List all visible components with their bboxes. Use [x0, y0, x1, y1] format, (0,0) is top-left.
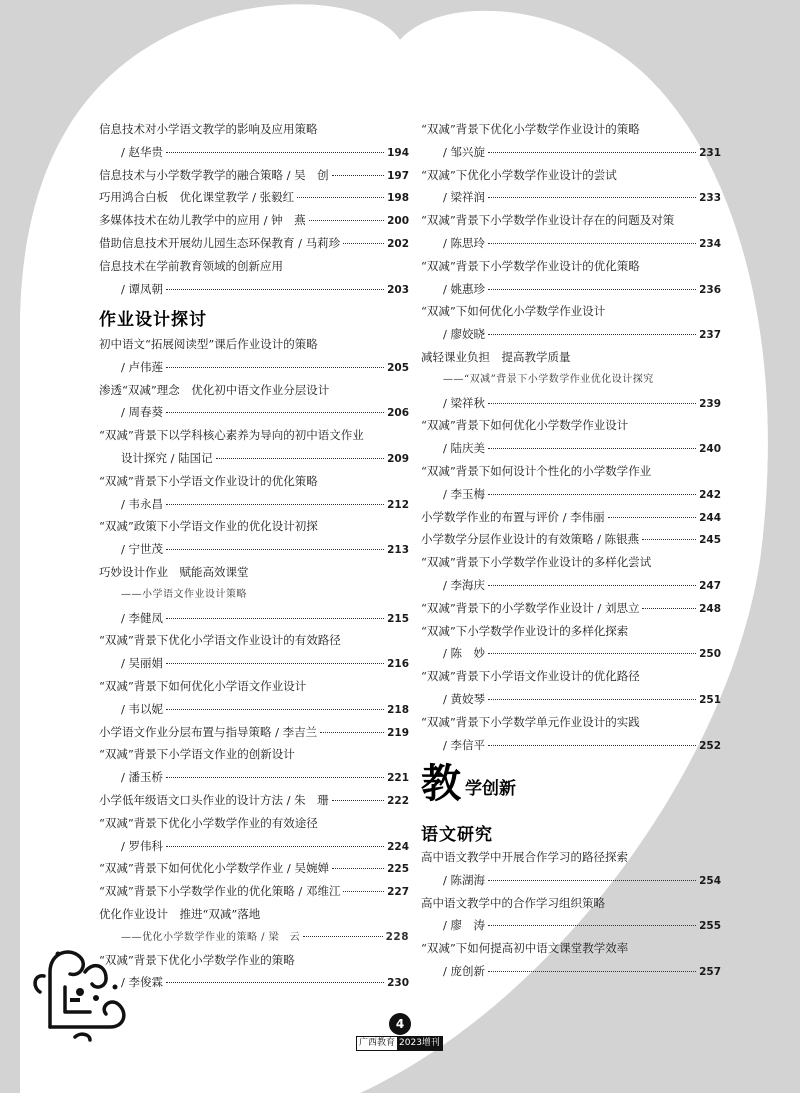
- dot-leader: [303, 936, 382, 937]
- entry-author: / 姚惠珍: [443, 281, 486, 296]
- dot-leader: [488, 334, 696, 335]
- entry-title: 巧用鸿合白板 优化课堂教学 / 张毅红: [99, 190, 295, 205]
- entry-title: “双减”背景下以学科核心素养为导向的初中语文作业: [99, 428, 364, 443]
- dot-leader: [166, 709, 384, 710]
- entry-author: / 陈湖海: [443, 872, 486, 887]
- entry-title: “双减”背景下优化小学语文作业设计的有效路径: [99, 633, 341, 648]
- entry-author: / 谭凤朝: [121, 281, 164, 296]
- dot-leader: [166, 618, 384, 619]
- dot-leader: [488, 880, 696, 881]
- entry-author: / 李俊霖: [121, 975, 164, 990]
- entry-page-number: 251: [699, 694, 721, 706]
- entry-author: / 卢伟莲: [121, 359, 164, 374]
- entry-page-number: 228: [385, 930, 409, 943]
- entry-title: 小学低年级语文口头作业的设计方法 / 朱 珊: [99, 793, 329, 807]
- dot-leader: [166, 846, 384, 847]
- entry-title: 小学数学分层作业设计的有效策略 / 陈银燕: [421, 532, 640, 547]
- entry-title: “双减”下优化小学数学作业设计的尝试: [421, 167, 617, 182]
- entry-title: 初中语文“拓展阅读型”课后作业设计的策略: [99, 337, 318, 351]
- dot-leader: [320, 732, 384, 733]
- journal-label: [356, 1036, 443, 1051]
- entry-page-number: 212: [387, 498, 409, 511]
- entry-title: “双减”背景下小学数学作业的优化策略 / 邓维江: [99, 884, 341, 899]
- entry-subtitle: ——小学语文作业设计策略: [121, 588, 247, 600]
- entry-title: 信息技术对小学语文教学的影响及应用策略: [99, 122, 318, 136]
- dot-leader: [332, 868, 384, 869]
- entry-author: / 陈 妙: [443, 646, 486, 661]
- entry-title: 小学语文作业分层布置与指导策略 / 李吉兰: [99, 724, 318, 739]
- dot-leader: [488, 403, 696, 404]
- section-heading-chinese-research: 语文研究: [421, 825, 493, 845]
- entry-page-number: 254: [699, 874, 721, 887]
- entry-page-number: 250: [699, 648, 721, 661]
- entry-title: “双减”背景下小学语文作业的创新设计: [99, 747, 295, 762]
- corner-ornament-icon: [30, 932, 130, 1042]
- dot-leader: [488, 494, 696, 495]
- entry-page-number: 218: [387, 703, 409, 716]
- entry-page-number: 197: [387, 169, 409, 182]
- entry-subtitle: ——优化小学数学作业的策略 / 梁 云: [121, 931, 301, 943]
- entry-title: “双减”背景下小学数学作业设计的优化策略: [421, 258, 640, 273]
- entry-title: 巧妙设计作业 赋能高效课堂: [99, 565, 249, 579]
- dot-leader: [343, 891, 384, 892]
- entry-page-number: 216: [387, 658, 409, 671]
- entry-author: / 李海庆: [443, 578, 486, 592]
- dot-leader: [343, 243, 384, 244]
- section-banner-teaching-innovation: [421, 760, 516, 806]
- entry-title: 小学数学作业的布置与评价 / 李伟丽: [421, 509, 605, 524]
- dot-leader: [166, 777, 384, 778]
- entry-title: “双减”背景下的小学数学作业设计 / 刘思立: [421, 600, 640, 615]
- entry-title: “双减”背景下小学数学作业设计的多样化尝试: [421, 555, 652, 570]
- entry-page-number: 233: [699, 192, 721, 205]
- entry-author: / 赵华贵: [121, 144, 164, 159]
- entry-page-number: 239: [699, 397, 721, 410]
- dot-leader: [642, 539, 696, 540]
- entry-page-number: 230: [387, 977, 409, 990]
- entry-author: / 邹兴旋: [443, 144, 486, 159]
- entry-title: “双减”背景下小学数学单元作业设计的实践: [421, 714, 640, 729]
- entry-author: / 韦以妮: [121, 701, 164, 716]
- dot-leader: [297, 197, 384, 198]
- entry-title: “双减”背景下优化小学数学作业的有效途径: [99, 815, 318, 830]
- entry-author: / 陆庆美: [443, 441, 486, 456]
- entry-title: “双减”政策下小学语文作业的优化设计初探: [99, 519, 318, 534]
- entry-page-number: 213: [387, 544, 409, 557]
- entry-title: 多媒体技术在幼儿教学中的应用 / 钟 燕: [99, 213, 306, 228]
- dot-leader: [309, 220, 384, 221]
- entry-page-number: 200: [387, 215, 409, 228]
- journal-name: 广西教育: [359, 1038, 396, 1048]
- entry-title: 减轻课业负担 提高教学质量: [421, 350, 571, 364]
- entry-page-number: 219: [387, 726, 409, 739]
- entry-title: “双减”下如何优化小学数学作业设计: [421, 304, 606, 319]
- entry-title: 信息技术与小学数学教学的融合策略 / 吴 创: [99, 167, 329, 182]
- dot-leader: [332, 175, 384, 176]
- entry-page-number: 209: [387, 453, 409, 465]
- dot-leader: [488, 448, 696, 449]
- dot-leader: [166, 289, 384, 290]
- entry-author: 设计探究 / 陆国记: [121, 451, 213, 465]
- entry-page-number: 244: [699, 511, 721, 524]
- entry-author: / 廖姣晓: [443, 327, 486, 342]
- entry-page-number: 231: [699, 146, 721, 159]
- entry-author: / 梁祥秋: [443, 395, 486, 410]
- entry-author: / 陈思玲: [443, 236, 486, 250]
- entry-author: / 黄姣琴: [443, 692, 486, 706]
- journal-issue: 2023增刊: [399, 1038, 440, 1048]
- entry-page-number: 194: [387, 146, 409, 159]
- dot-leader: [166, 663, 384, 664]
- entry-author: / 廖 涛: [443, 918, 486, 933]
- dot-leader: [488, 925, 696, 926]
- entry-title: “双减”背景下小学数学作业设计存在的问题及对策: [421, 213, 675, 228]
- entry-title: “双减”背景下优化小学数学作业的策略: [99, 952, 295, 967]
- entry-title: 借助信息技术开展幼儿园生态环保教育 / 马莉珍: [99, 236, 341, 250]
- entry-author: / 李信平: [443, 737, 486, 752]
- entry-author: / 潘玉桥: [121, 770, 164, 785]
- entry-title: 高中语文教学中的合作学习组织策略: [421, 895, 605, 910]
- entry-page-number: 225: [387, 863, 409, 876]
- entry-author: / 梁祥润: [443, 190, 486, 205]
- entry-title: “双减”背景下小学语文作业设计的优化路径: [421, 669, 640, 684]
- entry-title: 信息技术在学前教育领域的创新应用: [99, 258, 283, 273]
- dot-leader: [166, 412, 384, 413]
- entry-page-number: 206: [387, 407, 409, 420]
- entry-title: “双减”背景下如何设计个性化的小学数学作业: [421, 464, 652, 478]
- dot-leader: [332, 800, 384, 801]
- entry-page-number: 242: [699, 488, 721, 501]
- entry-title: 渗透“双减”理念 优化初中语文作业分层设计: [99, 382, 330, 397]
- banner-rest-text: 学创新: [465, 779, 516, 799]
- entry-page-number: 227: [387, 886, 409, 899]
- entry-page-number: 240: [699, 443, 721, 456]
- dot-leader: [488, 653, 696, 654]
- dot-leader: [488, 745, 696, 746]
- entry-page-number: 245: [699, 534, 721, 547]
- dot-leader: [166, 982, 384, 983]
- entry-author: / 宁世茂: [121, 542, 164, 557]
- entry-page-number: 247: [699, 580, 721, 592]
- entry-page-number: 215: [387, 612, 409, 625]
- entry-page-number: 252: [699, 739, 721, 752]
- entry-title: “双减”背景下优化小学数学作业设计的策略: [421, 122, 640, 136]
- dot-leader: [488, 243, 696, 244]
- dot-leader: [488, 971, 696, 972]
- entry-title: “双减”下小学数学作业设计的多样化探索: [421, 623, 629, 638]
- dot-leader: [488, 289, 696, 290]
- dot-leader: [166, 152, 384, 153]
- dot-leader: [166, 504, 384, 505]
- dot-leader: [488, 699, 696, 700]
- dot-leader: [488, 152, 696, 153]
- entry-subtitle: ——“双减”背景下小学数学作业优化设计探究: [443, 373, 654, 385]
- entry-page-number: 234: [699, 238, 721, 250]
- dot-leader: [608, 517, 696, 518]
- entry-title: “双减”背景下如何优化小学语文作业设计: [99, 679, 307, 693]
- dot-leader: [488, 585, 696, 586]
- entry-author: / 庞创新: [443, 964, 486, 978]
- entry-title: 优化作业设计 推进“双减”落地: [99, 907, 261, 921]
- dot-leader: [216, 458, 384, 459]
- entry-page-number: 205: [387, 361, 409, 374]
- entry-page-number: 237: [699, 329, 721, 342]
- entry-page-number: 203: [387, 283, 409, 296]
- entry-page-number: 198: [387, 192, 409, 205]
- entry-author: / 韦永昌: [121, 496, 164, 511]
- page-number-badge: 4: [389, 1013, 411, 1035]
- entry-page-number: 222: [387, 795, 409, 807]
- entry-page-number: 224: [387, 840, 409, 853]
- entry-author: / 周春葵: [121, 405, 164, 420]
- entry-page-number: 255: [699, 920, 721, 933]
- banner-first-char: 教: [421, 761, 461, 807]
- entry-title: “双减”背景下如何优化小学数学作业设计: [421, 418, 629, 433]
- entry-title: “双减”下如何提高初中语文课堂教学效率: [421, 941, 629, 956]
- entry-title: “双减”背景下如何优化小学数学作业 / 吴婉婵: [99, 861, 329, 876]
- entry-author: / 罗伟科: [121, 838, 164, 853]
- dot-leader: [166, 549, 384, 550]
- dot-leader: [488, 197, 696, 198]
- entry-author: / 李健凤: [121, 610, 164, 625]
- entry-page-number: 257: [699, 966, 721, 978]
- entry-title: 高中语文教学中开展合作学习的路径探索: [421, 850, 628, 864]
- entry-page-number: 202: [387, 238, 409, 250]
- entry-title: “双减”背景下小学语文作业设计的优化策略: [99, 473, 318, 488]
- entry-page-number: 236: [699, 283, 721, 296]
- entry-author: / 吴丽娟: [121, 656, 164, 671]
- section-heading-homework-design: 作业设计探讨: [99, 310, 207, 330]
- dot-leader: [642, 608, 696, 609]
- dot-leader: [166, 367, 384, 368]
- entry-author: / 李玉梅: [443, 486, 486, 501]
- entry-page-number: 248: [699, 602, 721, 615]
- entry-page-number: 221: [387, 772, 409, 785]
